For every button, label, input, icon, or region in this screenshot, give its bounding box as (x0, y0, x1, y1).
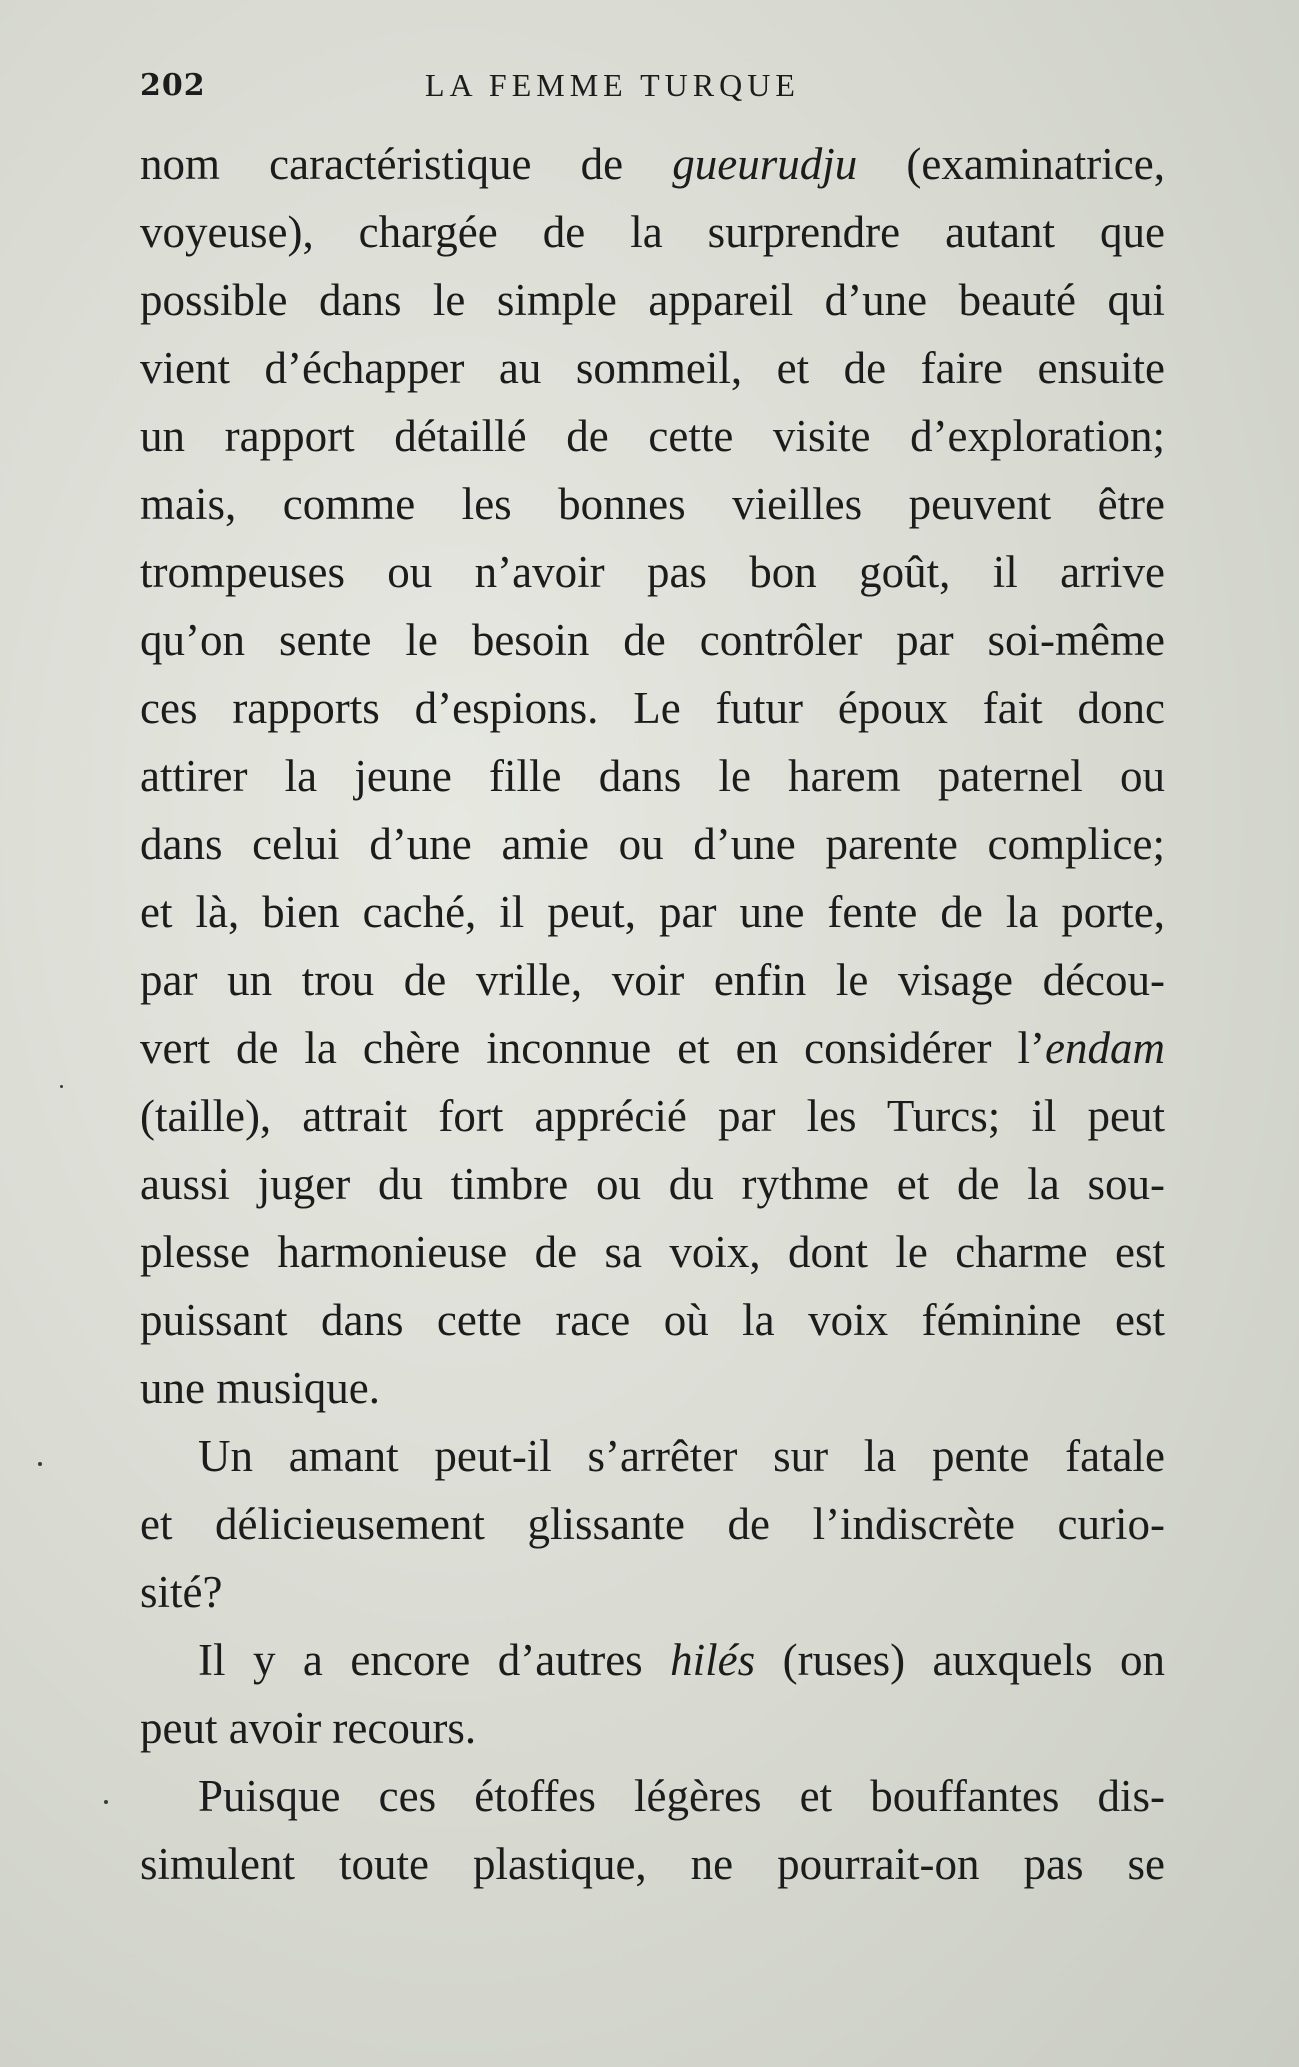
text-line: sité? (140, 1567, 223, 1617)
text-line: peut avoir recours. (140, 1703, 477, 1753)
paper-speck (38, 1462, 42, 1466)
text-line: Puisque ces étoffes légères et bouffantes dis- (198, 1771, 1165, 1821)
text-line: aussi juger du timbre ou du rythme et de la sou- (140, 1159, 1165, 1209)
text-line: trompeuses ou n’avoir pas bon goût, il arrive (140, 547, 1165, 597)
text-line: par un trou de vrille, voir enfin le visage décou- (140, 955, 1165, 1005)
text-line: et là, bien caché, il peut, par une fente de la porte, (140, 887, 1165, 937)
text-line: simulent toute plastique, ne pourrait-on pas se (140, 1839, 1165, 1889)
text-line: un rapport détaillé de cette visite d’exploration; (140, 411, 1165, 461)
paper-speck (104, 1800, 108, 1804)
paper-speck (60, 1085, 63, 1088)
page-number: 202 (140, 68, 206, 103)
body-text (140, 130, 1165, 1898)
text-line: possible dans le simple appareil d’une beauté qui (140, 275, 1165, 325)
text-line: plesse harmonieuse de sa voix, dont le charme est (140, 1227, 1165, 1277)
text-line: nom caractéristique de gueurudju (examinatrice, (140, 139, 1165, 189)
text-line: et délicieusement glissante de l’indiscrète curio- (140, 1499, 1165, 1549)
running-title: LA FEMME TURQUE (425, 67, 800, 103)
text-line: voyeuse), chargée de la surprendre autant que (140, 207, 1165, 257)
text-line: puissant dans cette race où la voix féminine est (140, 1295, 1165, 1345)
text-line: ces rapports d’espions. Le futur époux fait donc (140, 683, 1165, 733)
text-line: vient d’échapper au sommeil, et de faire ensuite (140, 343, 1165, 393)
running-head (140, 62, 860, 122)
italic-term: gueurudju (672, 139, 858, 189)
text-line: vert de la chère inconnue et en considérer l’endam (140, 1023, 1165, 1073)
text-line: attirer la jeune fille dans le harem paternel ou (140, 751, 1165, 801)
text-line: Un amant peut-il s’arrêter sur la pente fatale (198, 1431, 1165, 1481)
italic-term: endam (1045, 1023, 1165, 1073)
text-line: dans celui d’une amie ou d’une parente complice; (140, 819, 1165, 869)
text-line: une musique. (140, 1363, 380, 1413)
text-line: (taille), attrait fort apprécié par les Turcs; il peut (140, 1091, 1165, 1141)
text-line: mais, comme les bonnes vieilles peuvent être (140, 479, 1165, 529)
text-line: qu’on sente le besoin de contrôler par soi-même (140, 615, 1165, 665)
text-line: Il y a encore d’autres hilés (ruses) auxquels on (198, 1635, 1165, 1685)
italic-term: hilés (670, 1635, 756, 1685)
